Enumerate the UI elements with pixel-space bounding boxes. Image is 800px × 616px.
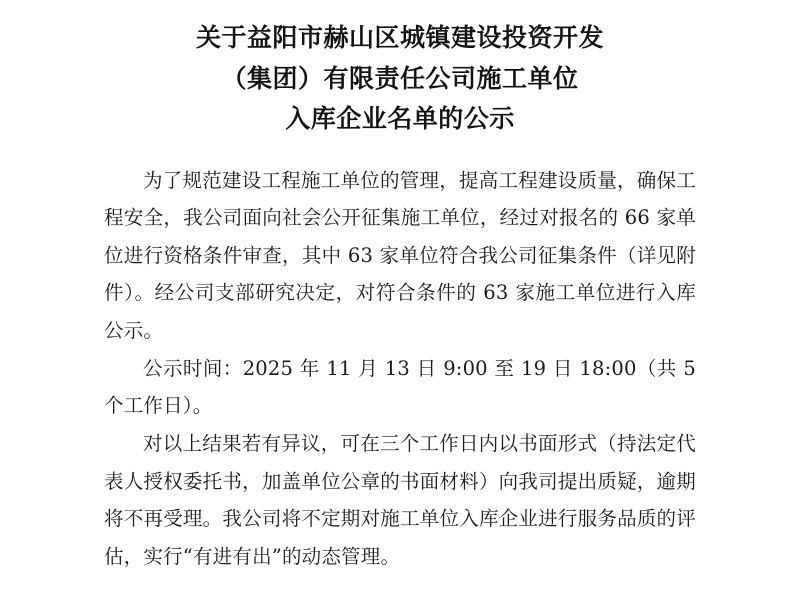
page-title xyxy=(0,0,800,140)
paragraph-3: 对以上结果若有异议，可在三个工作日内以书面形式（持法定代表人授权委托书，加盖单位公章的书面材料）向我司提出质疑，逾期将不再受理。我公司将不定期对施工单位入库企业进行服务品质的评估，实行“有进有出”的动态管理。 xyxy=(104,431,696,568)
page-title-line-2: （集团）有限责任公司施工单位 xyxy=(221,63,579,93)
page-title-line-3: 入库企业名单的公示 xyxy=(285,104,515,133)
document-body xyxy=(0,140,800,576)
page-title-line-1: 关于益阳市赫山区城镇建设投资开发 xyxy=(195,23,604,52)
paragraph-1: 为了规范建设工程施工单位的管理，提高工程建设质量，确保工程安全，我公司面向社会公开征集施工单位，经过对报名的 66 家单位进行资格条件审查，其中 63 家单位符合我公司征集条件（详见附件）。经公司支部研究决定，对符合条件的 63 家施工单位进行入库公示。 xyxy=(104,168,696,342)
paragraph-2: 公示时间：2025 年 11 月 13 日 9:00 至 19 日 18:00（共 5 个工作日）。 xyxy=(104,356,696,418)
